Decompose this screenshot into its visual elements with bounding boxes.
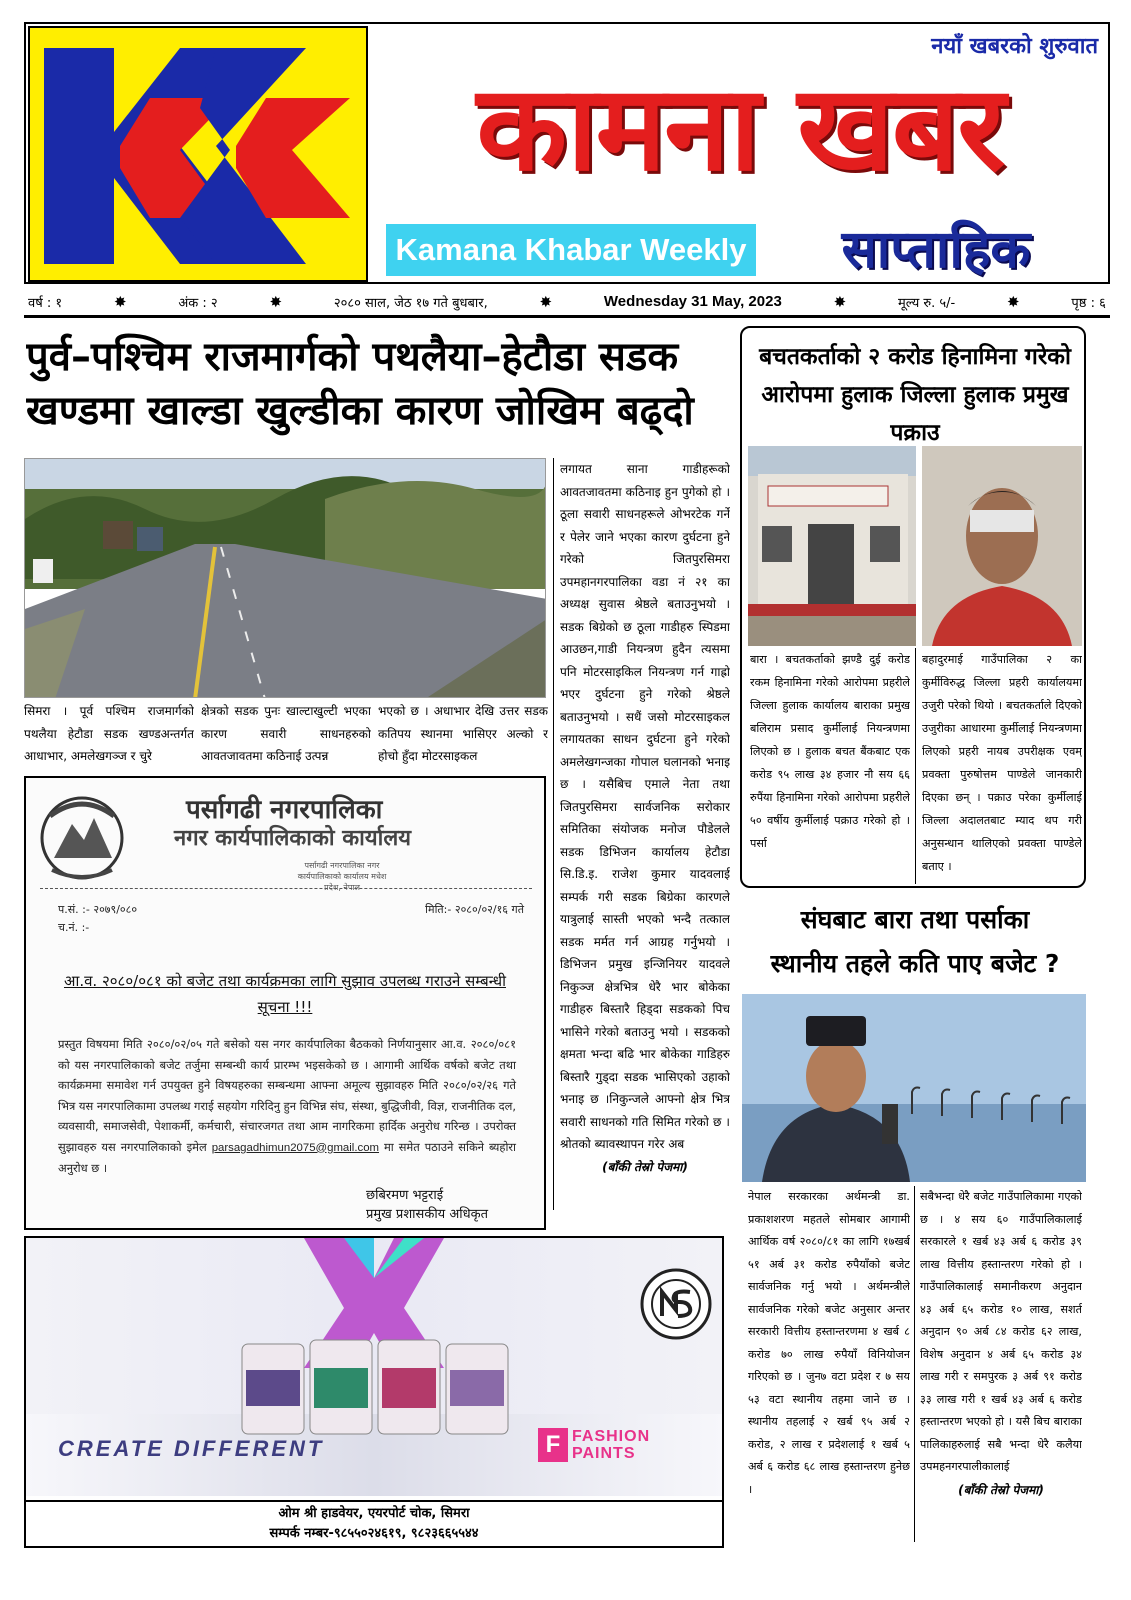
column-divider (914, 1186, 915, 1542)
highway-photo (24, 458, 546, 698)
continued-note: (बाँकी तेस्रो पेजमा) (602, 1159, 688, 1174)
notice-body (58, 1034, 516, 1179)
reference-number: प.सं. :- २०७९/०८० (58, 903, 138, 916)
star-separator-icon: ✸ (1007, 292, 1020, 311)
dispatch-number: च.नं. :- (58, 921, 90, 934)
brand-line-1: FASHION (572, 1428, 651, 1445)
notice-body-end: मा समेत पठाउने सकिने ब्यहोरा अनुरोध छ । (58, 1139, 517, 1175)
page-number: पृष्ठ : ६ (1071, 295, 1106, 311)
ad-slogan: CREATE DIFFERENT (58, 1436, 325, 1461)
star-separator-icon: ✸ (539, 292, 553, 311)
postal-headline-line1: बचतकर्ताको २ करोड हिनामिना गरेको (759, 344, 1071, 370)
accused-portrait-photo (922, 446, 1082, 646)
shop-contact: सम्पर्क नम्बर-९८५५०२४६१९, ९८२३६६५५४४ (269, 1526, 479, 1541)
finance-minister-photo (742, 994, 1086, 1182)
signer-title: प्रमुख प्रशासकीय अधिकृत (366, 1207, 489, 1222)
weekly-nepali-label: साप्ताहिक (841, 220, 1031, 280)
brand-line-2: PAINTS (572, 1445, 636, 1462)
lead-story-column-3: भएको छ । अधाभार देखि उत्तर सडक कतिपय स्थानमा भासिएर अल्को र होचो हुँदा मोटरसाइकल (378, 704, 548, 763)
notice-signatory (366, 1186, 488, 1224)
signer-name: छबिरमण भट्टराई (366, 1188, 444, 1203)
lead-headline (26, 330, 736, 438)
budget-story-column-2 (920, 1186, 1082, 1542)
lead-story-column-4 (560, 458, 730, 1210)
price: मूल्य रु. ५/- (897, 295, 956, 311)
postal-headline-line2: आरोपमा हुलाक जिल्ला हुलाक प्रमुख पक्राउ (761, 382, 1069, 446)
continued-note: (बाँकी तेस्रो पेजमा) (958, 1482, 1044, 1497)
ad-shop-info (26, 1500, 722, 1544)
tagline: नयाँ खबरको शुरुवात (931, 34, 1098, 59)
weekly-english-label: Kamana Khabar Weekly (386, 224, 756, 276)
issue-number: अंक : २ (178, 295, 218, 311)
issue-info-bar (24, 288, 1110, 318)
post-office-photo (748, 446, 916, 646)
nepal-emblem-icon (32, 788, 132, 888)
paint-advertisement (24, 1236, 724, 1548)
newspaper-title: कामना खबर (476, 59, 1004, 197)
date-english: Wednesday 31 May, 2023 (603, 293, 782, 310)
postal-story-column-2: बहादुरमाई गाउँपालिका २ का कुर्मीविरुद्ध जिल्ला प्रहरी कार्यालयमा उजुरी परेको थियो । बचतकर्ताले दिएको उजुरीका आधारमा कुर्मीलाई नियन्त्रणमा लिएको प्रहरी नायब उपरीक्षक एवम् प्रवक्ता पुरुषोत्तम पाण्डेले जानकारी दिएका छन् । पक्राउ परेका कुर्मीलाई जिल्ला अदालतबाट म्याद थप गरी अनुसन्धान थालिएको प्रवक्ता पाण्डेले बताए । (922, 653, 1082, 873)
notice-date: मिति:- २०८०/०२/१६ गते (425, 903, 524, 916)
brand-mark-icon: F (538, 1428, 568, 1462)
budget-headline-line1: संघबाट बारा तथा पर्साका (800, 905, 1030, 934)
kk-logo (28, 26, 368, 282)
notice-office-name: पर्सागढी नगरपालिका (186, 795, 383, 825)
star-separator-icon: ✸ (833, 292, 847, 311)
budget-headline (748, 898, 1082, 986)
paint-cans-image (236, 1330, 516, 1440)
lead-story-column-4-text: लगायत साना गाडीहरूको आवतजावतमा कठिनाइ हुन पुगेको हो । ठूला सवारी साधनहरूले ओभरटेक गर्ने र पेलेर जाने भएका कारण दुर्घटना हुने गरेको जितपुरसिमरा उपमहानगरपालिका वडा नं २१ का अध्यक्ष सुवास श्रेष्ठले बताउनुभयो । सडक बिग्रेको छ ठूला गाडीहरु स्पिडमा आउछन,गाडी नियन्त्रण हुदैन त्यसमा पनि मोटरसाइकिल नियन्त्रण गर्न गाह्रो भएर दुर्घटना हुने गरेको श्रेष्ठले बताउनुभयो । सधैं जसो मोटरसाइकल लगायतका साधन दुर्घटना हुने गरेको अमलेखगन्जका गोपाल घलानको भनाइ छ । यसैबिच एमाले नेता तथा जितपुरसिमरा सार्वजनिक सरोकार समितिका संयोजक मनोज पौडेलले सडक डिभिजन कार्यालय हेटौडा सि.डि.इ. राजेश कुमार यादवलाई सम्पर्क गरी सडक बिग्रेका कारणले यात्रुलाई सास्ती भएको भन्दै तत्काल सडक मर्मत गर्न आग्रह गर्नुभयो । डिभिजन प्रमुख इन्जिनियर यादवले निकुञ्ज क्षेत्रभित्र धेरै भार बोकेका गाडीहरु बिस्तारै हिड्दा सडकको पिच भासिने गरेको बताउनु भयो । सडकको क्षमता भन्दा बढि भार बोकेका गाडिहरु बिस्तारै गुड्दा सडक भासिएको उहाको भनाइ छ ।निकुन्जले आफ्नो क्षेत्र भित्र सवारी साधनको गति सिमित गरेको छ । श्रोतको ब्यावस्थापन गरेर अब (560, 462, 730, 1151)
nepal-standard-mark-icon (638, 1266, 714, 1342)
lead-story-column-1: सिमरा । पूर्व पश्चिम राजमार्गको पथलैया हेटौडा सडक खण्डअन्तर्गत आधाभार, अमलेखगञ्ज र चुरे (24, 704, 194, 763)
budget-story-column-1: नेपाल सरकारका अर्थमन्त्री डा. प्रकाशशरण महतले सोमबार आगामी आर्थिक वर्ष २०८०/८१ का लागि १७खर्ब ५१ अर्ब ३१ करोड रुपैयाँको बजेट सार्वजनिक गर्नु भयो । अर्थमन्त्रीले सार्वजनिक गरेको बजेट अनुसार अन्तर सरकारी वित्तीय हस्तान्तरणमा ४ खर्ब ८ करोड ७० लाख रुपैयाँ विनियोजन गरिएको छ । जुन७ वटा प्रदेश र ७ सय ५३ वटा स्थानीय तहमा जाने छ । स्थानीय तहलाई २ खर्ब ९५ अर्ब २ करोड, २ लाख र प्रदेशलाई १ खर्ब ५ अर्ब ६ करोड ६८ लाख हस्तान्तरण हुनेछ । (748, 1190, 910, 1496)
brand-name (572, 1428, 650, 1462)
notice-body-text: प्रस्तुत विषयमा मिति २०८०/०२/०५ गते बसेको यस नगर कार्यपालिका बैठकको निर्णयानुसार आ.व. २०८०/०८१ को यस नगरपालिकाको बजेट तर्जुमा सम्बन्धी कार्य प्रारम्भ भइसकेको छ । आगामी आर्थिक वर्षको बजेट तथा कार्यक्रममा समावेश गर्न उपयुक्त हुने विषयहरुका सम्बन्धमा आफ्ना अमूल्य सुझावहरु मिति २०८०/०२/२६ गते भित्र यस नगरपालिकामा उपलब्ध गराई सहयोग गरिदिनु हुन विभिन्न संघ, संस्था, बुद्धिजीवी, विज्ञ, राजनीतिक दल, व्यवसायी, समाजसेवी, पेशाकर्मी, कर्मचारी, संचारजगत तथा आम नागरिकमा हार्दिक अनुरोध गरिन्छ । उपरोक्त सुझावहरु यस नगरपालिकाको इमेल (58, 1037, 516, 1154)
postal-story-column-1: बारा । बचतकर्ताको झण्डै दुई करोड रकम हिनामिना गरेको आरोपमा प्रहरीले जिल्ला हुलाक कार्यालय बाराका प्रमुख बलिराम प्रसाद कुर्मीलाई नियन्त्रणमा लिएको छ । हुलाक बचत बैंकबाट एक करोड ९५ लाख ३४ हजार नौ सय ६६ रुपैंया हिनामिना गरेको आरोपमा प्रहरीले ५० वर्षीय कुर्मीलाई पक्राउ गरेको हो । पर्सा (750, 653, 910, 850)
notice-divider (40, 888, 532, 889)
notice-office-subtitle: नगर कार्यपालिकाको कार्यालय (174, 826, 411, 851)
masthead (24, 22, 1110, 284)
postal-headline (748, 338, 1082, 452)
budget-headline-line2: स्थानीय तहले कति पाए बजेट ? (770, 949, 1060, 978)
notice-email-link[interactable]: parsagadhimun2075@gmail.com (211, 1141, 380, 1154)
postal-fraud-story (740, 326, 1086, 888)
fashion-paints-logo (538, 1428, 650, 1462)
star-separator-icon: ✸ (269, 292, 283, 311)
column-divider (553, 458, 554, 1210)
lead-headline-line2: खण्डमा खाल्डा खुल्डीका कारण जोखिम बढ्दो (26, 388, 694, 434)
lead-story-column-2: क्षेत्रको सडक पुनः खाल्टाखुल्टी भएका कारण सवारी साधनहरुको आवतजावतमा कठिनाई उत्पन्न (201, 704, 371, 763)
shop-address: ओम श्री हाडवेयर, एयरपोर्ट चोक, सिमरा (278, 1506, 470, 1521)
office-stamp: पर्सागढी नगरपालिका नगर कार्यपालिकाको कार्यालय मधेश प्रदेश, नेपाल (297, 861, 387, 892)
star-separator-icon: ✸ (113, 292, 127, 311)
column-divider (915, 648, 916, 884)
date-nepali: २०८० साल, जेठ १७ गते बुधबार, (333, 295, 488, 311)
budget-story-column-2-text: सबैभन्दा धेरै बजेट गाउँपालिकामा गएको छ । ४ सय ६० गाउँपालिकालाई सरकारले १ खर्ब ४३ अर्ब ६ करोड ३९ लाख वित्तीय हस्तान्तरण गरेको हो । गाउँपालिकालाई समानीकरण अनुदान ४३ अर्ब ६५ करोड १० लाख, सशर्त अनुदान ९० अर्ब ८४ करोड ६२ लाख, विशेष अनुदान ४ अर्ब ६५ करोड ३४ लाख गरी र समपुरक ३ अर्ब ९१ करोड ३३ लाख गरी १ खर्ब ४३ अर्ब ६ करोड हस्तान्तरण भएको हो । यसै बिच बाराका पालिकाहरुलाई सबै भन्दा धेरै कलैया उपमहनगरपालीकालाई (920, 1190, 1082, 1473)
notice-heading: आ.व. २०८०/०८१ को बजेट तथा कार्यक्रमका लागि सुझाव उपलब्ध गराउने सम्बन्धी सूचना !!! (63, 972, 506, 1016)
kk-logo-mark (30, 28, 366, 280)
volume-number: वर्ष : १ (28, 295, 63, 311)
municipality-notice (24, 776, 546, 1230)
lead-headline-line1: पुर्व–पश्चिम राजमार्गको पथलैया–हेटौडा सडक (26, 334, 679, 380)
